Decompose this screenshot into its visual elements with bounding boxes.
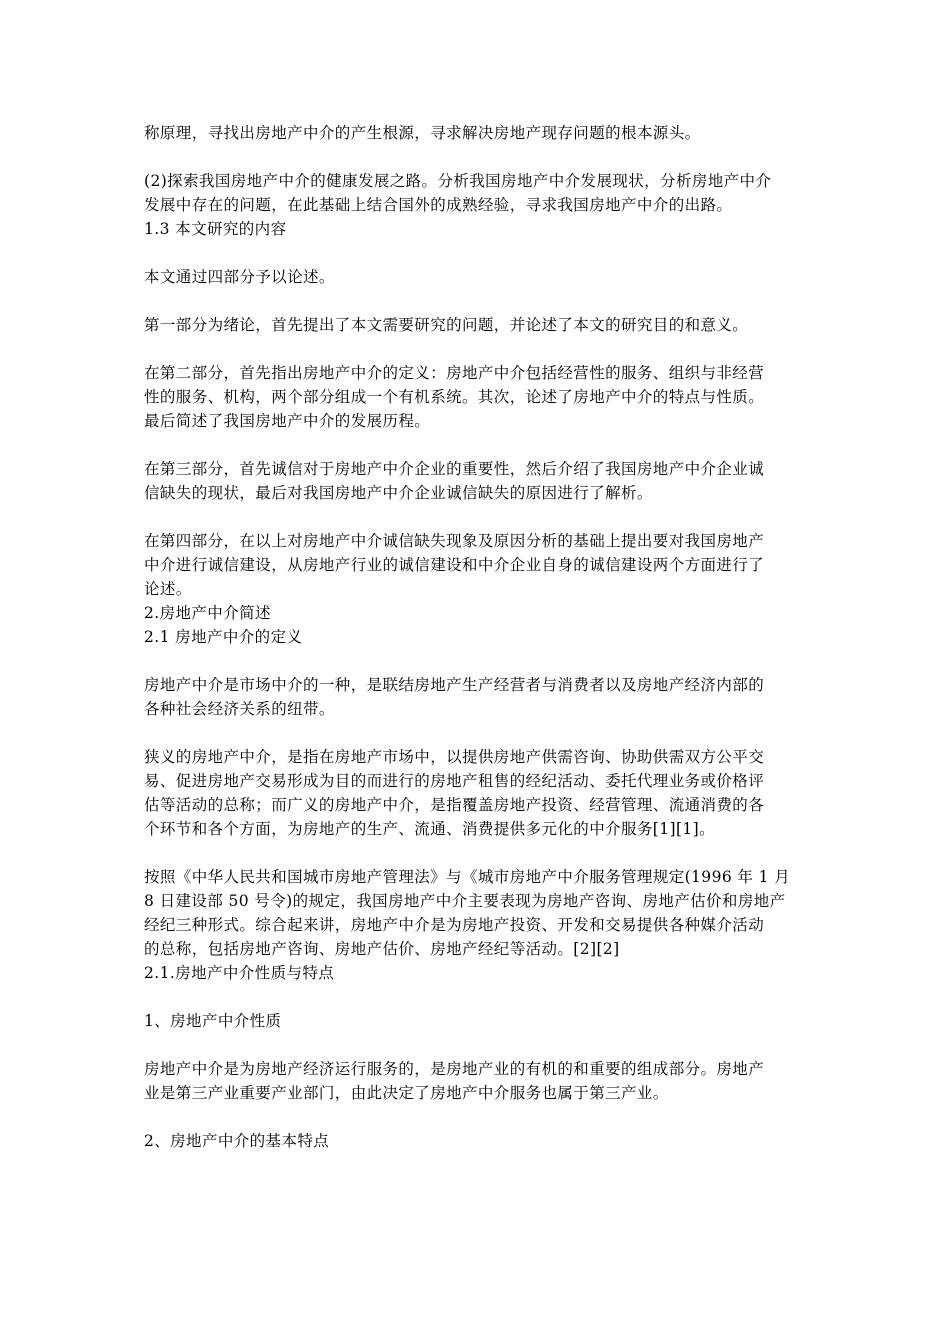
text-line: 在第四部分，在以上对房地产中介诚信缺失现象及原因分析的基础上提出要对我国房地产	[144, 532, 765, 550]
paragraph	[144, 361, 810, 433]
paragraph	[144, 745, 810, 841]
text-line: 在第二部分，首先指出房地产中介的定义：房地产中介包括经营性的服务、组织与非经营	[144, 364, 765, 382]
section-heading	[144, 217, 810, 241]
paragraph	[144, 313, 810, 337]
paragraph-spacer	[144, 841, 810, 865]
heading-text: 1.3 本文研究的内容	[144, 220, 287, 238]
text-line: 估等活动的总称；而广义的房地产中介，是指覆盖房地产投资、经营管理、流通消费的各	[144, 796, 765, 814]
text-line: 发展中存在的问题，在此基础上结合国外的成熟经验，寻求我国房地产中介的出路。	[144, 196, 733, 214]
paragraph	[144, 673, 810, 721]
paragraph-spacer	[144, 649, 810, 673]
text-line: 信缺失的现状，最后对我国房地产中介企业诚信缺失的原因进行了解析。	[144, 484, 653, 502]
text-line: 易、促进房地产交易形成为目的而进行的房地产租售的经纪活动、委托代理业务或价格评	[144, 772, 765, 790]
paragraph	[144, 121, 810, 145]
text-line: (2)探索我国房地产中介的健康发展之路。分析我国房地产中介发展现状，分析房地产中介	[144, 172, 772, 190]
text-line: 房地产中介是为房地产经济运行服务的，是房地产业的有机的和重要的组成部分。房地产	[144, 1060, 765, 1078]
text-line: 中介进行诚信建设，从房地产行业的诚信建设和中介企业自身的诚信建设两个方面进行了	[144, 556, 765, 574]
paragraph-spacer	[144, 1033, 810, 1057]
text-line: 房地产中介是市场中介的一种，是联结房地产生产经营者与消费者以及房地产经济内部的	[144, 676, 765, 694]
paragraph-spacer	[144, 1105, 810, 1129]
heading-text: 2.1 房地产中介的定义	[144, 628, 303, 646]
paragraph-spacer	[144, 985, 810, 1009]
paragraph	[144, 529, 810, 601]
paragraph-spacer	[144, 337, 810, 361]
text-line: 最后简述了我国房地产中介的发展历程。	[144, 412, 431, 430]
text-line: 1、房地产中介性质	[144, 1012, 282, 1030]
text-line: 2、房地产中介的基本特点	[144, 1132, 330, 1150]
heading-text: 2.房地产中介简述	[144, 604, 271, 622]
paragraph	[144, 1009, 810, 1033]
text-line: 称原理，寻找出房地产中介的产生根源，寻求解决房地产现存问题的根本源头。	[144, 124, 701, 142]
paragraph	[144, 169, 810, 217]
section-heading	[144, 601, 810, 625]
text-line: 在第三部分，首先诚信对于房地产中介企业的重要性，然后介绍了我国房地产中介企业诚	[144, 460, 765, 478]
paragraph	[144, 265, 810, 289]
paragraph	[144, 1129, 810, 1153]
text-line: 业是第三产业重要产业部门，由此决定了房地产中介服务也属于第三产业。	[144, 1084, 669, 1102]
heading-text: 2.1.房地产中介性质与特点	[144, 964, 335, 982]
text-line: 各种社会经济关系的纽带。	[144, 700, 335, 718]
paragraph	[144, 865, 810, 961]
text-line: 经纪三种形式。综合起来讲，房地产中介是为房地产投资、开发和交易提供各种媒介活动	[144, 916, 765, 934]
paragraph-spacer	[144, 505, 810, 529]
section-heading	[144, 625, 810, 649]
document-page	[144, 121, 810, 1153]
text-line: 8 日建设部 50 号令)的规定，我国房地产中介主要表现为房地产咨询、房地产估价和房地产	[144, 892, 786, 910]
paragraph	[144, 457, 810, 505]
paragraph-spacer	[144, 145, 810, 169]
text-line: 的总称，包括房地产咨询、房地产估价、房地产经纪等活动。[2][2]	[144, 940, 620, 958]
paragraph-spacer	[144, 241, 810, 265]
text-line: 个环节和各个方面，为房地产的生产、流通、消费提供多元化的中介服务[1][1]。	[144, 820, 716, 838]
paragraph-spacer	[144, 433, 810, 457]
text-line: 第一部分为绪论，首先提出了本文需要研究的问题，并论述了本文的研究目的和意义。	[144, 316, 749, 334]
text-line: 按照《中华人民共和国城市房地产管理法》与《城市房地产中介服务管理规定(1996 年 1 月	[144, 868, 791, 886]
paragraph-spacer	[144, 289, 810, 313]
paragraph	[144, 1057, 810, 1105]
text-line: 本文通过四部分予以论述。	[144, 268, 335, 286]
paragraph-spacer	[144, 721, 810, 745]
section-heading	[144, 961, 810, 985]
text-line: 狭义的房地产中介，是指在房地产市场中，以提供房地产供需咨询、协助供需双方公平交	[144, 748, 765, 766]
text-line: 性的服务、机构，两个部分组成一个有机系统。其次，论述了房地产中介的特点与性质。	[144, 388, 765, 406]
text-line: 论述。	[144, 580, 192, 598]
